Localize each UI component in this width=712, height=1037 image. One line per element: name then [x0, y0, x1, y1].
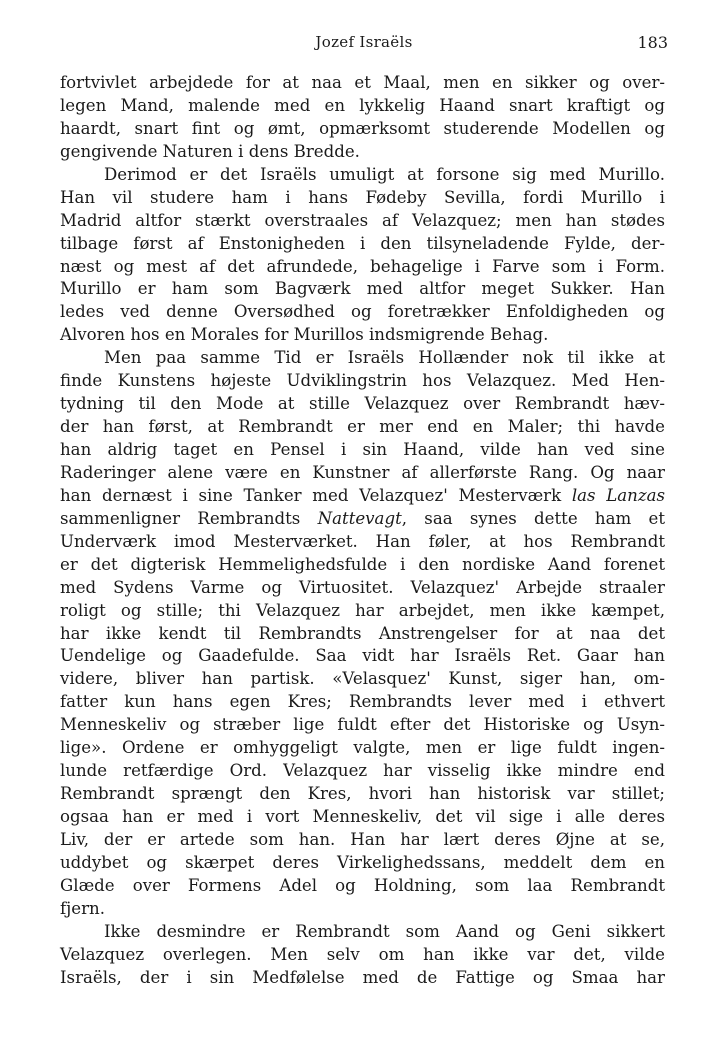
- text-line: videre, bliver han partisk. «Velasquez' Kunst, siger han, om-: [60, 669, 665, 689]
- italic-title: las Lanzas: [571, 485, 665, 505]
- text-line: Liv, der er artede som han. Han har lært deres Øjne at se,: [60, 829, 665, 849]
- text-line: Ikke desmindre er Rembrandt som Aand og Geni sikkert: [104, 921, 665, 941]
- text-line: Menneskeliv og stræber lige fuldt efter det Historiske og Usyn-: [60, 715, 665, 735]
- text-line: [60, 508, 665, 531]
- text-line: Murillo er ham som Bagværk med altfor meget Sukker. Han: [60, 279, 665, 299]
- text-line: Madrid altfor stærkt overstraales af Velazquez; men han stødes: [60, 210, 665, 230]
- text-line-part: , saa synes dette ham et: [401, 508, 666, 528]
- text-line: lunde retfærdige Ord. Velazquez har visselig ikke mindre end: [60, 761, 665, 781]
- text-line: han aldrig taget en Pensel i sin Haand, vilde han ved sine: [60, 440, 665, 459]
- text-line: Uendelige og Gaadefulde. Saa vidt har Israëls Ret. Gaar han: [60, 646, 665, 666]
- text-line: Men paa samme Tid er Israëls Hollænder nok til ikke at: [104, 348, 665, 368]
- text-line: fatter kun hans egen Kres; Rembrandts lever med i ethvert: [60, 692, 665, 712]
- text-line: lige». Ordene er omhyggeligt valgte, men er lige fuldt ingen-: [60, 738, 665, 758]
- text-line: har ikke kendt til Rembrandts Anstrengelser for at naa det: [60, 623, 665, 643]
- text-line-part: han dernæst i sine Tanker med Velazquez' Mesterværk: [60, 485, 572, 505]
- text-line: Glæde over Formens Adel og Holdning, som laa Rembrandt: [60, 875, 665, 895]
- text-line: [60, 485, 665, 508]
- text-line: tilbage først af Enstonigheden i den tilsyneladende Fylde, der-: [60, 233, 665, 253]
- text-line: ledes ved denne Oversødhed og foretrækker Enfoldigheden og: [60, 302, 665, 322]
- text-line: Velazquez overlegen. Men selv om han ikke var det, vilde: [60, 944, 665, 964]
- text-line: med Sydens Varme og Virtuositet. Velazquez' Arbejde straaler: [60, 577, 665, 597]
- text-line: der han først, at Rembrandt er mer end en Maler; thi havde: [60, 417, 665, 437]
- text-line: ogsaa han er med i vort Menneskeliv, det vil sige i alle deres: [60, 807, 665, 826]
- page-header: [60, 33, 668, 55]
- text-line: Underværk imod Mesterværket. Han føler, at hos Rembrandt: [60, 531, 665, 551]
- body-text: [60, 72, 665, 990]
- text-line: roligt og stille; thi Velazquez har arbejdet, men ikke kæmpet,: [60, 600, 665, 620]
- text-line: Alvoren hos en Morales for Murillos indsmigrende Behag.: [60, 325, 549, 345]
- text-line: Derimod er det Israëls umuligt at forsone sig med Murillo.: [104, 164, 665, 184]
- running-head: Jozef Israëls: [315, 33, 413, 51]
- text-line: haardt, snart fint og ømt, opmærksomt studerende Modellen og: [60, 118, 665, 138]
- italic-title: Nattevagt: [317, 508, 402, 528]
- text-line: næst og mest af det afrundede, behagelige i Farve som i Form.: [60, 256, 665, 276]
- text-line-part: sammenligner Rembrandts: [60, 508, 318, 528]
- text-line: fortvivlet arbejdede for at naa et Maal, men en sikker og over-: [60, 73, 665, 92]
- text-line: Israëls, der i sin Medfølelse med de Fattige og Smaa har: [60, 967, 665, 987]
- text-line: uddybet og skærpet deres Virkelighedssans, meddelt dem en: [60, 852, 665, 872]
- text-line: legen Mand, malende med en lykkelig Haand snart kraftigt og: [60, 95, 665, 115]
- text-line: gengivende Naturen i dens Bredde.: [60, 141, 360, 161]
- text-line: Raderinger alene være en Kunstner af allerførste Rang. Og naar: [60, 462, 665, 482]
- text-line: finde Kunstens højeste Udviklingstrin hos Velazquez. Med Hen-: [60, 371, 665, 391]
- text-line: er det digterisk Hemmelighedsfulde i den nordiske Aand forenet: [60, 554, 665, 574]
- text-line: Han vil studere ham i hans Fødeby Sevilla, fordi Murillo i: [60, 187, 665, 207]
- text-line: fjern.: [60, 898, 106, 918]
- page-number: 183: [637, 33, 668, 52]
- text-line: tydning til den Mode at stille Velazquez over Rembrandt hæv-: [60, 394, 665, 414]
- text-line: Rembrandt sprængt den Kres, hvori han historisk var stillet;: [60, 784, 665, 804]
